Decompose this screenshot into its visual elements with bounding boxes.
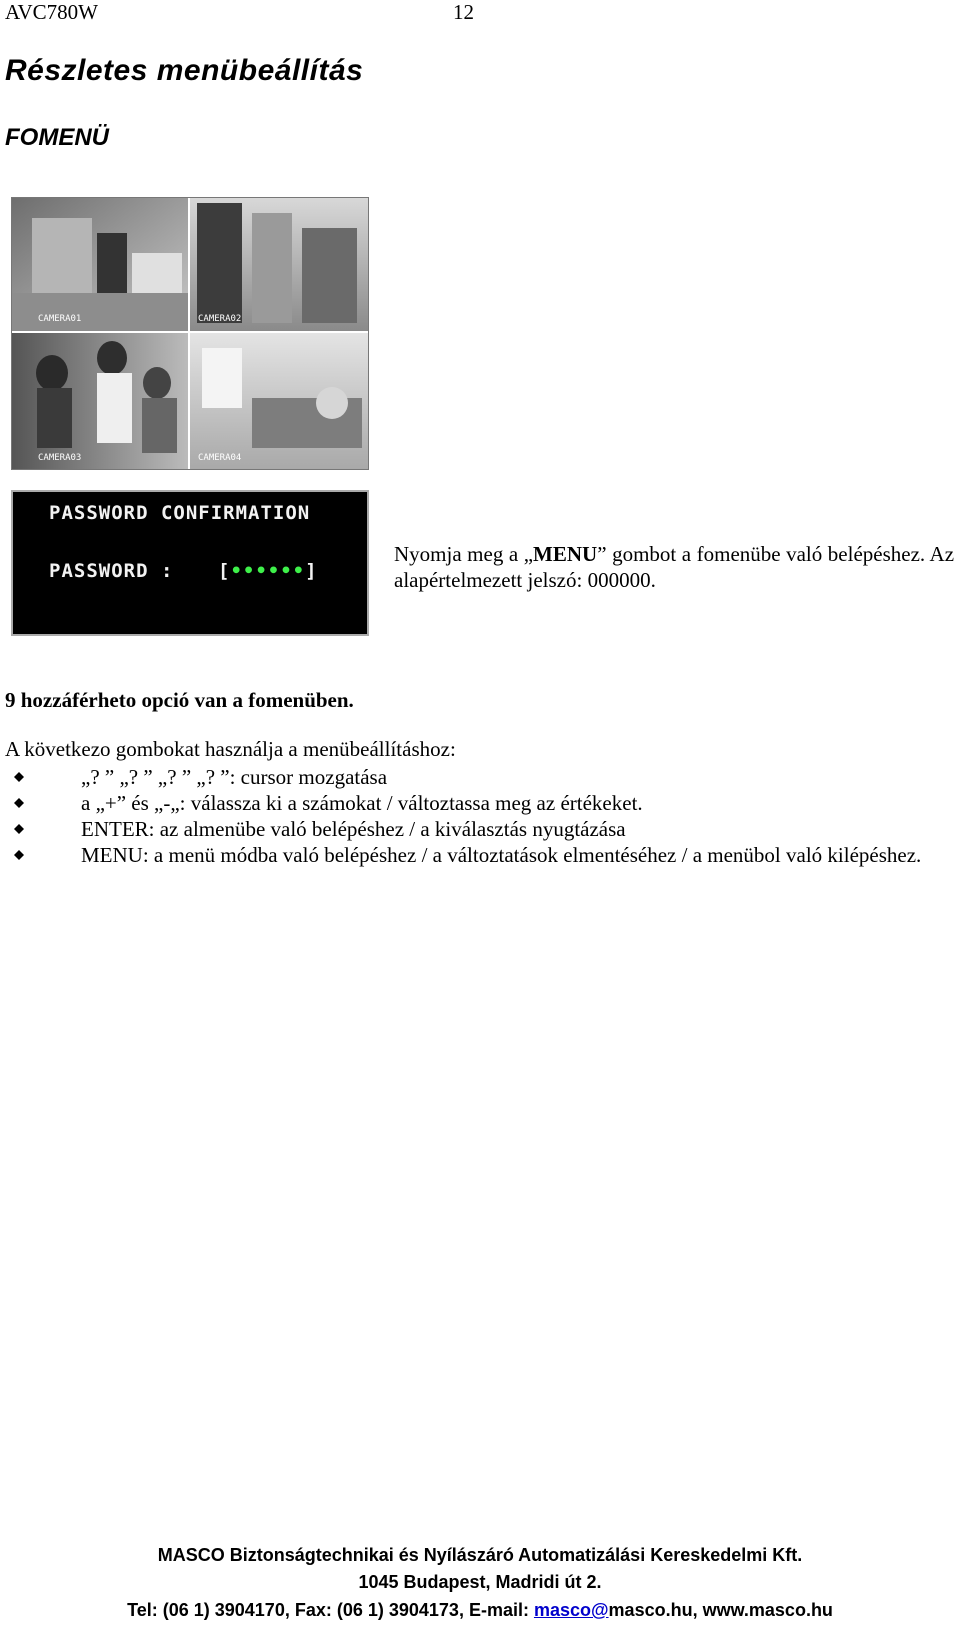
password-screen-title: PASSWORD CONFIRMATION (49, 502, 311, 524)
diamond-bullet-icon (14, 772, 24, 782)
list-item: a „+” és „-„: válassza ki a számokat / változtassa meg az értékeket. (5, 790, 960, 816)
password-field: [••••••] (218, 560, 318, 582)
section-subtitle: FOMENÜ (5, 124, 109, 151)
camera-label-4: CAMERA04 (198, 453, 242, 463)
page-number: 12 (453, 0, 474, 24)
password-screen-image (11, 490, 369, 636)
footer-contact: Tel: (06 1) 3904170, Fax: (06 1) 3904173, E-mail: masco@masco.hu, www.masco.hu (127, 1600, 833, 1620)
footer-address: 1045 Budapest, Madridi út 2. (358, 1572, 602, 1592)
diamond-bullet-icon (14, 850, 24, 860)
buttons-intro: A következo gombokat használja a menübeállításhoz: (5, 737, 456, 761)
camera-quad-image (11, 197, 369, 470)
camera-label-2: CAMERA02 (198, 314, 242, 324)
list-item: „? ” „? ” „? ” „? ”: cursor mozgatása (5, 764, 960, 790)
password-mask: •••••• (230, 560, 306, 582)
diamond-bullet-icon (14, 824, 24, 834)
password-label: PASSWORD : (49, 560, 174, 582)
diamond-bullet-icon (14, 798, 24, 808)
header-model: AVC780W (5, 0, 98, 24)
button-list (5, 764, 960, 868)
options-heading: 9 hozzáférheto opció van a fomenüben. (5, 688, 354, 712)
menu-key: MENU (533, 542, 598, 566)
footer-company: MASCO Biztonságtechnikai és Nyílászáró Automatizálási Kereskedelmi Kft. (157, 1545, 803, 1565)
list-item: MENU: a menü módba való belépéshez / a változtatások elmentéséhez / a menübol való kilépéshez. (5, 842, 960, 868)
camera-label-1: CAMERA01 (38, 314, 82, 324)
list-item: ENTER: az almenübe való belépéshez / a kiválasztás nyugtázása (5, 816, 960, 842)
email-link[interactable]: masco@ (533, 1600, 609, 1620)
page-title: Részletes menübeállítás (5, 54, 364, 87)
camera-label-3: CAMERA03 (38, 453, 82, 463)
intro-paragraph: Nyomja meg a „MENU” gombot a fomenübe való belépéshez. Az alapértelmezett jelszó: 000000. (394, 542, 955, 592)
